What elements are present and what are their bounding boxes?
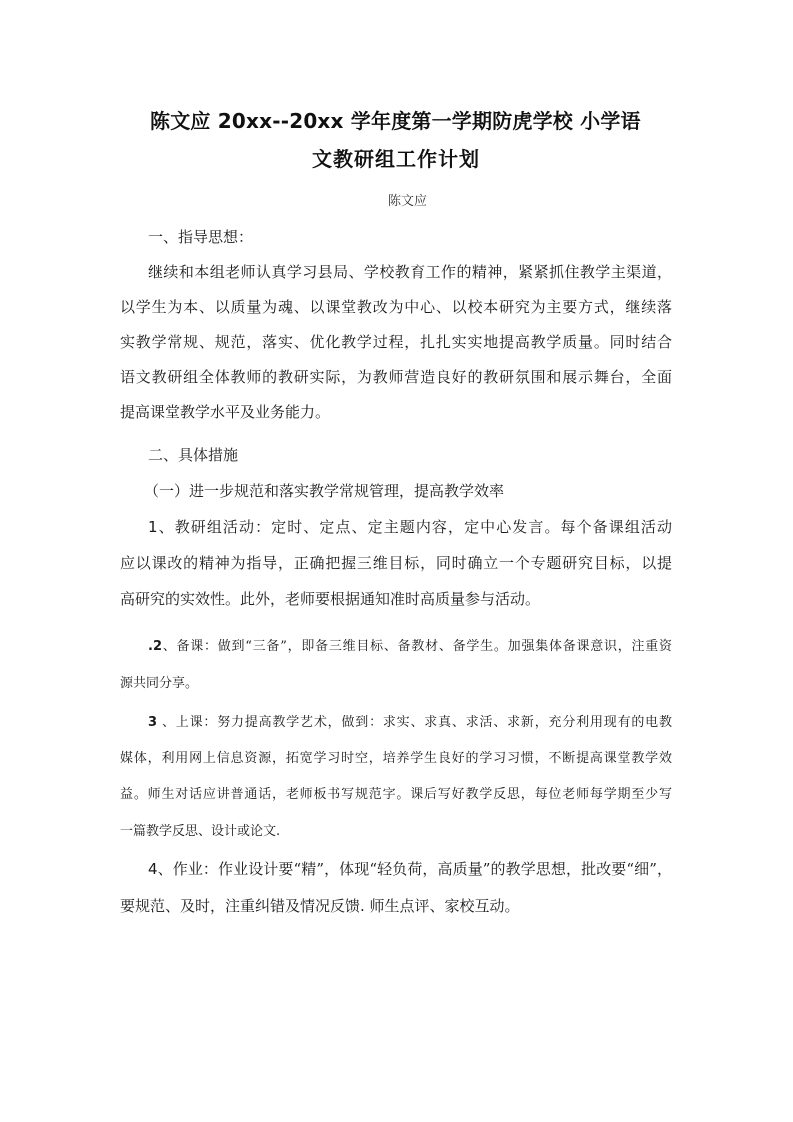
item-3-number: 3 — [148, 715, 158, 730]
document-author: 陈文应 — [388, 194, 428, 209]
item-3-line: 一篇教学反思、设计或论文. — [120, 824, 281, 839]
item-1-text: 、教研组活动：定时、定点、定主题内容，定中心发言。每个备课组活动 — [157, 518, 672, 536]
item-1-line: 高研究的实效性。此外，老师要根据通知准时高质量参与活动。 — [120, 590, 541, 608]
item-4-first-line — [148, 859, 672, 879]
section-1-line: 以学生为本、以质量为魂、以课堂教改为中心、以校本研究为主要方式，继续落 — [120, 298, 672, 316]
item-3-line: 媒体，利用网上信息资源，拓宽学习时空，培养学生良好的学习习惯，不断提高课堂教学效 — [120, 751, 672, 766]
item-4-line: 要规范、及时，注重纠错及情况反馈. 师生点评、家校互动。 — [120, 897, 520, 915]
item-3-text: 、上课：努力提高教学艺术，做到：求实、求真、求活、求新，充分利用现有的电教 — [157, 715, 672, 730]
item-2-number: .2 — [148, 639, 162, 654]
item-4-text: 、作业：作业设计要“精”，体现“轻负荷，高质量”的教学思想，批改要“细”， — [157, 860, 672, 878]
item-2-text: 、备课：做到“三备”，即备三维目标、备教材、备学生。加强集体备课意识，注重资 — [161, 639, 672, 654]
item-4-number: 4 — [148, 860, 158, 878]
item-3-line: 益。师生对话应讲普通话，老师板书写规范字。课后写好教学反思，每位老师每学期至少写 — [120, 787, 672, 802]
item-2-line: 源共同分享。 — [120, 676, 199, 691]
document-title-line-1: 陈文应 20xx--20xx 学年度第一学期防虎学校 小学语 — [150, 109, 641, 133]
section-1-line: 语文教研组全体教师的教研实际，为教师营造良好的教研氛围和展示舞台，全面 — [120, 368, 672, 386]
item-3-first-line — [148, 713, 672, 733]
section-2-subheading: （一）进一步规范和落实教学常规管理，提高教学效率 — [144, 482, 505, 500]
section-1-heading: 一、指导思想： — [148, 228, 254, 246]
document-title-line-2: 文教研组工作计划 — [312, 147, 480, 171]
item-1-number: 1 — [148, 518, 158, 536]
section-1-line: 提高课堂教学水平及业务能力。 — [120, 403, 331, 421]
item-1-first-line — [148, 517, 672, 537]
item-2-first-line — [148, 637, 672, 657]
item-1-line: 应以课改的精神为指导，正确把握三维目标，同时确立一个专题研究目标，以提 — [120, 554, 672, 572]
section-2-heading: 二、具体措施 — [148, 446, 239, 464]
section-1-line: 继续和本组老师认真学习县局、学校教育工作的精神，紧紧抓住教学主渠道， — [148, 263, 672, 281]
section-1-line: 实教学常规、规范，落实、优化教学过程，扎扎实实地提高教学质量。同时结合 — [120, 333, 672, 351]
